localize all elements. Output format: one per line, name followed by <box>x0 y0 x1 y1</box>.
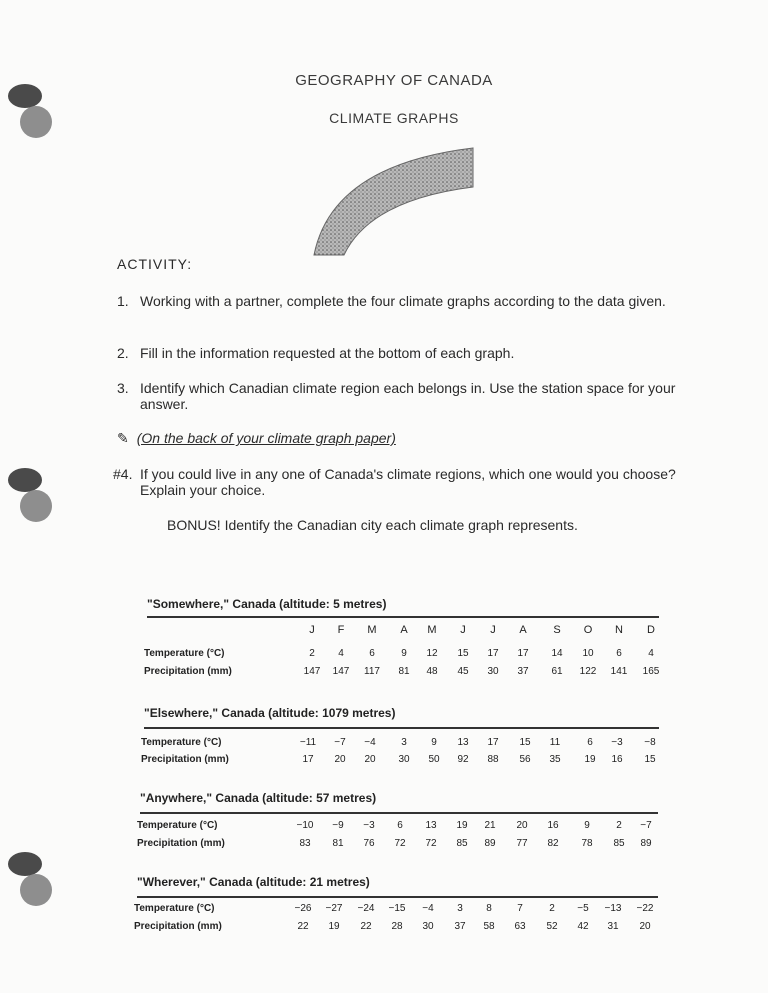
table-rule <box>144 727 659 729</box>
precipitation-value: 22 <box>297 921 309 932</box>
temperature-value: −9 <box>332 820 344 831</box>
page-title: GEOGRAPHY OF CANADA <box>295 72 493 89</box>
pencil-icon: ✎ <box>117 430 129 446</box>
item-number: 2. <box>117 345 129 361</box>
precipitation-value: 85 <box>456 838 468 849</box>
temperature-label: Temperature (°C) <box>144 648 225 659</box>
temperature-value: −3 <box>611 737 623 748</box>
precipitation-value: 16 <box>611 754 623 765</box>
table-rule <box>140 812 658 814</box>
precipitation-value: 37 <box>454 921 466 932</box>
precipitation-value: 72 <box>425 838 437 849</box>
temperature-value: −13 <box>604 903 622 914</box>
precipitation-value: 28 <box>391 921 403 932</box>
temperature-value: 6 <box>587 737 593 748</box>
item-text: If you could live in any one of Canada's climate regions, which one would you choose? Explain your choice. <box>140 466 676 498</box>
precipitation-value: 147 <box>332 666 350 677</box>
station-title: "Wherever," Canada (altitude: 21 metres) <box>137 875 370 889</box>
precipitation-value: 30 <box>398 754 410 765</box>
month-header: M <box>367 624 377 636</box>
precipitation-value: 45 <box>457 666 469 677</box>
activity-item-4 <box>113 466 677 498</box>
item-number: #4. <box>113 466 133 482</box>
temperature-value: −7 <box>334 737 346 748</box>
precipitation-value: 15 <box>644 754 656 765</box>
temperature-value: 14 <box>551 648 563 659</box>
temperature-value: 6 <box>397 820 403 831</box>
temperature-value: 2 <box>616 820 622 831</box>
item-number: 1. <box>117 293 129 309</box>
precipitation-value: 52 <box>546 921 558 932</box>
activity-item-2 <box>117 345 677 361</box>
precipitation-value: 63 <box>514 921 526 932</box>
precipitation-value: 82 <box>547 838 559 849</box>
temperature-value: 16 <box>547 820 559 831</box>
item-text: Identify which Canadian climate region each belongs in. Use the station space for your answer. <box>140 380 676 412</box>
temperature-value: 21 <box>484 820 496 831</box>
temperature-value: 7 <box>517 903 523 914</box>
precipitation-value: 20 <box>639 921 651 932</box>
temperature-value: 3 <box>457 903 463 914</box>
temperature-value: 20 <box>516 820 528 831</box>
precipitation-value: 89 <box>484 838 496 849</box>
temperature-value: −7 <box>640 820 652 831</box>
station-title: "Elsewhere," Canada (altitude: 1079 metres) <box>144 706 396 720</box>
precipitation-value: 83 <box>299 838 311 849</box>
month-header: S <box>553 624 561 636</box>
month-header: N <box>615 624 623 636</box>
precipitation-value: 81 <box>398 666 410 677</box>
precipitation-value: 19 <box>584 754 596 765</box>
precipitation-value: 122 <box>579 666 597 677</box>
precipitation-label: Precipitation (mm) <box>144 666 232 677</box>
precipitation-value: 17 <box>302 754 314 765</box>
item-text: Fill in the information requested at the bottom of each graph. <box>140 345 515 361</box>
precipitation-value: 35 <box>549 754 561 765</box>
temperature-value: −15 <box>388 903 406 914</box>
precipitation-value: 61 <box>551 666 563 677</box>
precipitation-value: 31 <box>607 921 619 932</box>
note-line <box>117 430 396 447</box>
month-header: J <box>490 624 496 636</box>
month-header: A <box>519 624 527 636</box>
temperature-value: 6 <box>616 648 622 659</box>
temperature-value: 4 <box>648 648 654 659</box>
precipitation-value: 19 <box>328 921 340 932</box>
table-rule <box>147 616 659 618</box>
activity-item-1 <box>117 293 677 325</box>
precipitation-value: 141 <box>610 666 628 677</box>
temperature-value: 2 <box>309 648 315 659</box>
temperature-value: 2 <box>549 903 555 914</box>
temperature-value: 17 <box>487 648 499 659</box>
temperature-value: −22 <box>636 903 654 914</box>
temperature-value: 10 <box>582 648 594 659</box>
precipitation-value: 81 <box>332 838 344 849</box>
temperature-value: −11 <box>299 737 317 748</box>
temperature-value: −5 <box>577 903 589 914</box>
temperature-value: 6 <box>369 648 375 659</box>
station-title: "Anywhere," Canada (altitude: 57 metres) <box>140 791 377 805</box>
temperature-value: −24 <box>357 903 375 914</box>
temperature-label: Temperature (°C) <box>134 903 215 914</box>
precipitation-value: 20 <box>364 754 376 765</box>
month-header: D <box>647 624 655 636</box>
temperature-label: Temperature (°C) <box>141 737 222 748</box>
temperature-value: 13 <box>425 820 437 831</box>
temperature-label: Temperature (°C) <box>137 820 218 831</box>
precipitation-value: 88 <box>487 754 499 765</box>
month-header: J <box>460 624 466 636</box>
precipitation-value: 76 <box>363 838 375 849</box>
precipitation-label: Precipitation (mm) <box>137 838 225 849</box>
temperature-value: 9 <box>431 737 437 748</box>
item-text: Working with a partner, complete the four climate graphs according to the data given. <box>140 293 666 309</box>
activity-item-3 <box>117 380 677 412</box>
precipitation-value: 58 <box>483 921 495 932</box>
month-header: M <box>427 624 437 636</box>
precipitation-value: 56 <box>519 754 531 765</box>
item-number: 3. <box>117 380 129 396</box>
station-title: "Somewhere," Canada (altitude: 5 metres) <box>147 597 387 611</box>
precipitation-value: 30 <box>422 921 434 932</box>
note-text: (On the back of your climate graph paper) <box>136 430 396 446</box>
temperature-value: 4 <box>338 648 344 659</box>
temperature-value: −27 <box>325 903 343 914</box>
temperature-value: 17 <box>517 648 529 659</box>
temperature-value: 17 <box>487 737 499 748</box>
temperature-value: 8 <box>486 903 492 914</box>
temperature-value: −4 <box>364 737 376 748</box>
precipitation-value: 72 <box>394 838 406 849</box>
month-header: F <box>337 624 345 636</box>
temperature-value: 15 <box>457 648 469 659</box>
activity-heading: ACTIVITY: <box>117 256 193 272</box>
precipitation-value: 77 <box>516 838 528 849</box>
punch-hole-bottom <box>20 874 52 906</box>
temperature-value: 13 <box>457 737 469 748</box>
precipitation-value: 50 <box>428 754 440 765</box>
precipitation-value: 20 <box>334 754 346 765</box>
precipitation-value: 165 <box>642 666 660 677</box>
precipitation-value: 37 <box>517 666 529 677</box>
precipitation-value: 22 <box>360 921 372 932</box>
temperature-value: 15 <box>519 737 531 748</box>
temperature-value: 9 <box>401 648 407 659</box>
precipitation-value: 48 <box>426 666 438 677</box>
temperature-value: −4 <box>422 903 434 914</box>
precipitation-value: 30 <box>487 666 499 677</box>
precipitation-value: 89 <box>640 838 652 849</box>
temperature-value: 19 <box>456 820 468 831</box>
precipitation-value: 117 <box>364 666 380 677</box>
temperature-value: −3 <box>363 820 375 831</box>
temperature-value: 11 <box>549 737 561 748</box>
precipitation-value: 85 <box>613 838 625 849</box>
month-header: O <box>583 624 593 636</box>
precipitation-label: Precipitation (mm) <box>134 921 222 932</box>
temperature-value: 9 <box>584 820 590 831</box>
temperature-value: −8 <box>644 737 656 748</box>
temperature-value: 3 <box>401 737 407 748</box>
temperature-value: 12 <box>426 648 438 659</box>
precipitation-value: 92 <box>457 754 469 765</box>
arc-graphic <box>310 145 480 260</box>
punch-hole-shadow-bottom <box>8 852 42 876</box>
month-header: J <box>309 624 315 636</box>
precipitation-value: 78 <box>581 838 593 849</box>
month-header: A <box>400 624 408 636</box>
precipitation-value: 42 <box>577 921 589 932</box>
punch-hole-shadow-middle <box>8 468 42 492</box>
precipitation-value: 147 <box>303 666 321 677</box>
precipitation-label: Precipitation (mm) <box>141 754 229 765</box>
temperature-value: −26 <box>294 903 312 914</box>
punch-hole-middle <box>20 490 52 522</box>
temperature-value: −10 <box>296 820 314 831</box>
bonus-line: BONUS! Identify the Canadian city each climate graph represents. <box>167 517 578 533</box>
table-rule <box>137 896 658 898</box>
page-subtitle: CLIMATE GRAPHS <box>329 110 459 126</box>
